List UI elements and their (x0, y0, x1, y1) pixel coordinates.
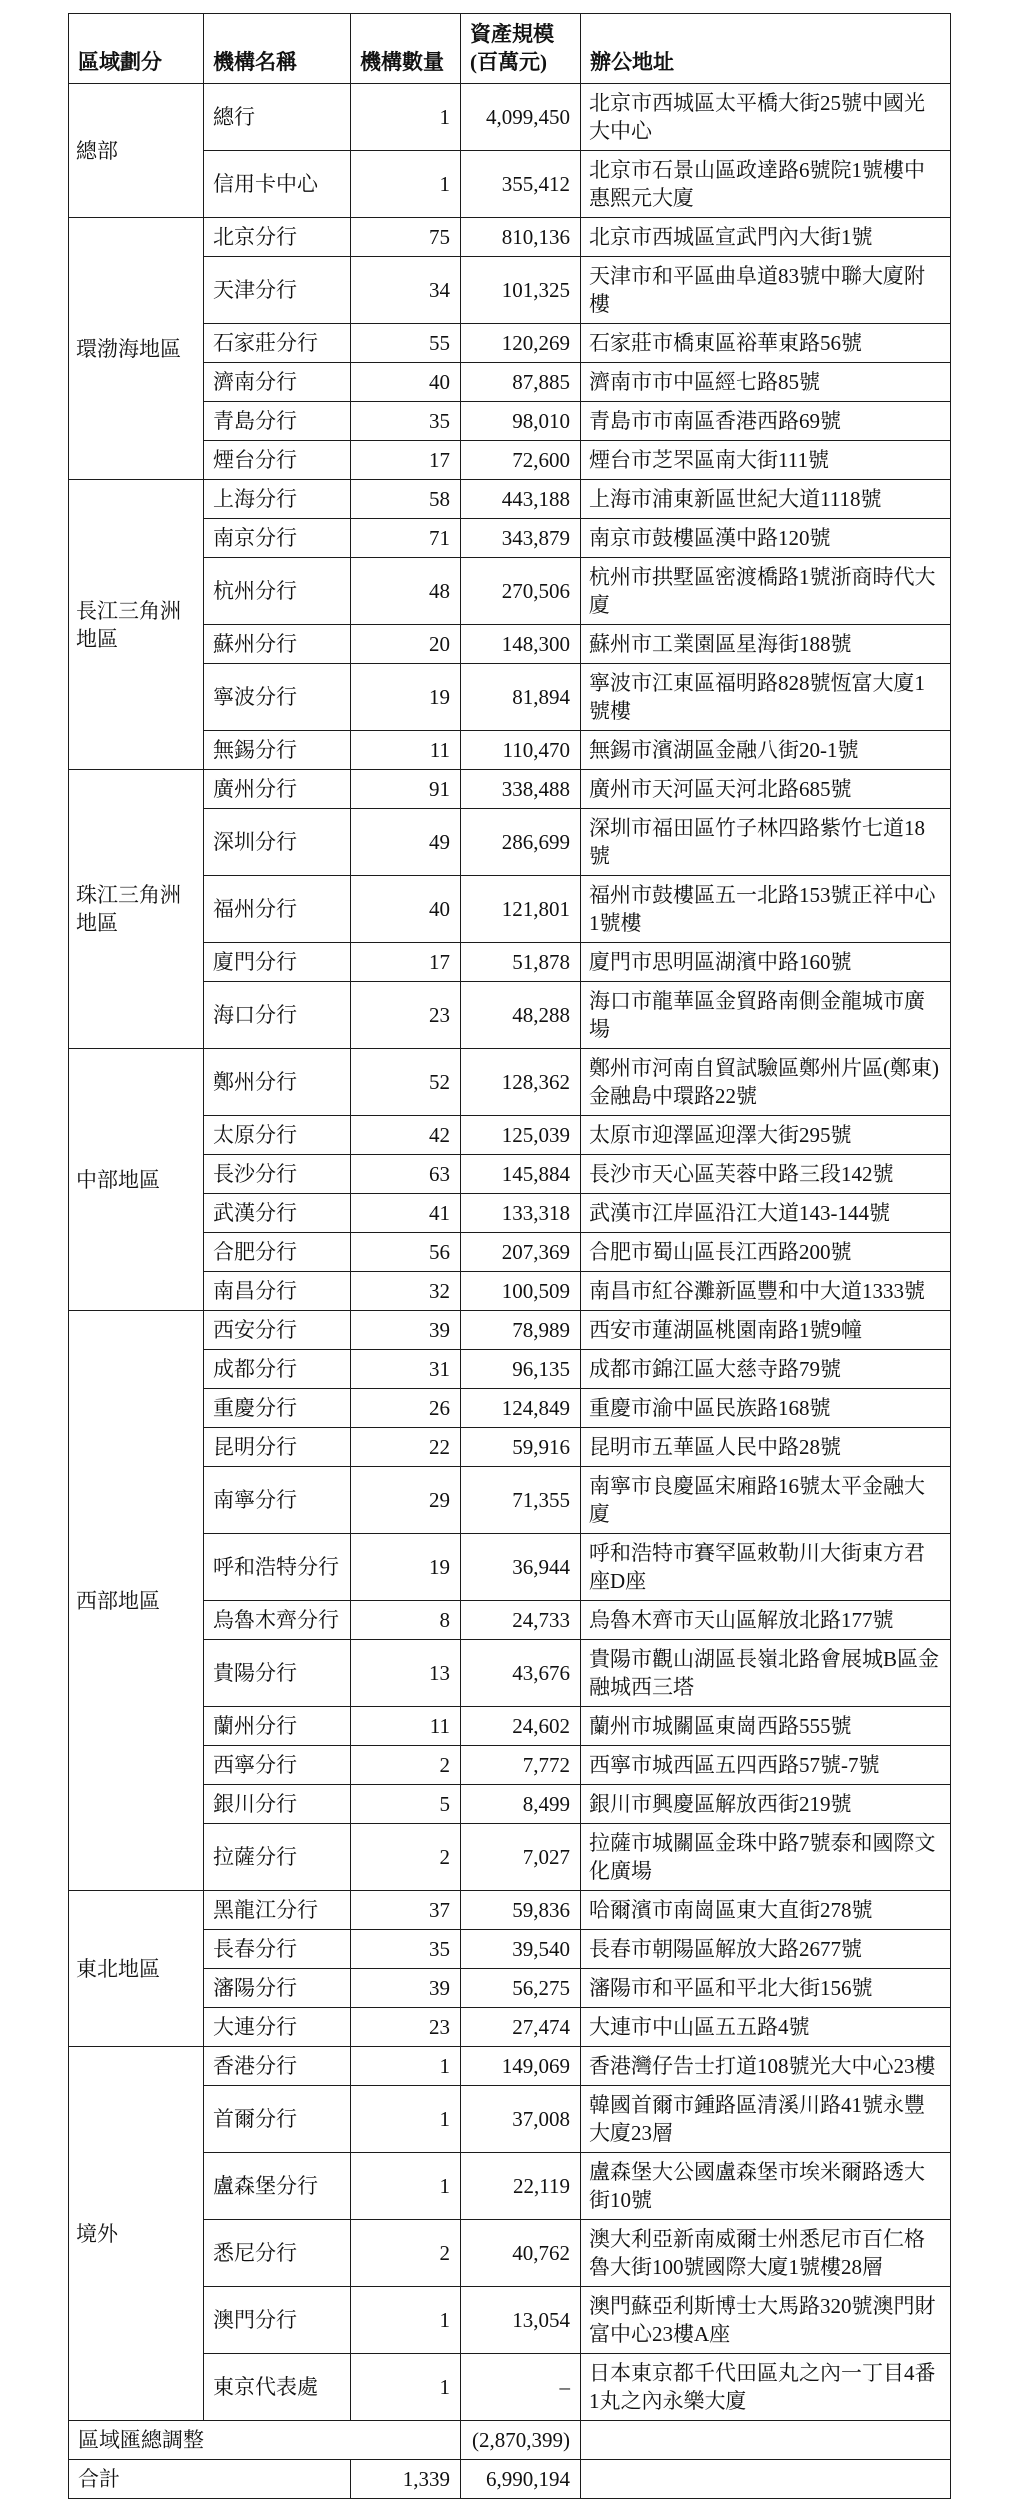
count-cell: 1 (351, 2047, 461, 2086)
address-cell: 北京市石景山區政達路6號院1號樓中惠熙元大廈 (581, 151, 951, 218)
address-cell: 澳大利亞新南威爾士州悉尼市百仁格魯大街100號國際大廈1號樓28層 (581, 2220, 951, 2287)
total-address-cell (581, 2460, 951, 2499)
address-cell: 杭州市拱墅區密渡橋路1號浙商時代大廈 (581, 558, 951, 625)
address-cell: 深圳市福田區竹子林四路紫竹七道18號 (581, 809, 951, 876)
address-cell: 香港灣仔告士打道108號光大中心23樓 (581, 2047, 951, 2086)
name-cell: 黑龍江分行 (204, 1891, 351, 1930)
address-cell: 南京市鼓樓區漢中路120號 (581, 519, 951, 558)
name-cell: 廈門分行 (204, 943, 351, 982)
name-cell: 盧森堡分行 (204, 2153, 351, 2220)
assets-cell: 48,288 (461, 982, 581, 1049)
region-cell: 境外 (69, 2047, 204, 2421)
count-cell: 2 (351, 1824, 461, 1891)
count-cell: 26 (351, 1389, 461, 1428)
address-cell: 銀川市興慶區解放西街219號 (581, 1785, 951, 1824)
assets-cell: 40,762 (461, 2220, 581, 2287)
count-cell: 71 (351, 519, 461, 558)
address-cell: 青島市市南區香港西路69號 (581, 402, 951, 441)
name-cell: 福州分行 (204, 876, 351, 943)
assets-cell: 8,499 (461, 1785, 581, 1824)
col-header-assets (461, 14, 581, 84)
assets-cell: 24,733 (461, 1601, 581, 1640)
address-cell: 南昌市紅谷灘新區豐和中大道1333號 (581, 1272, 951, 1311)
count-cell: 19 (351, 664, 461, 731)
name-cell: 長春分行 (204, 1930, 351, 1969)
name-cell: 瀋陽分行 (204, 1969, 351, 2008)
assets-cell: 343,879 (461, 519, 581, 558)
name-cell: 貴陽分行 (204, 1640, 351, 1707)
count-cell: 1 (351, 2354, 461, 2421)
count-cell: 32 (351, 1272, 461, 1311)
assets-cell: 13,054 (461, 2287, 581, 2354)
region-cell: 珠江三角洲地區 (69, 770, 204, 1049)
name-cell: 濟南分行 (204, 363, 351, 402)
adjustment-row (69, 2421, 951, 2460)
col-header-count: 機構數量 (351, 14, 461, 84)
count-cell: 23 (351, 982, 461, 1049)
assets-cell: 810,136 (461, 218, 581, 257)
adjustment-label-cell: 區域匯總調整 (69, 2421, 461, 2460)
name-cell: 上海分行 (204, 480, 351, 519)
count-cell: 55 (351, 324, 461, 363)
assets-cell: 145,884 (461, 1155, 581, 1194)
count-cell: 35 (351, 1930, 461, 1969)
address-cell: 盧森堡大公國盧森堡市埃米爾路透大街10號 (581, 2153, 951, 2220)
assets-cell: 100,509 (461, 1272, 581, 1311)
count-cell: 42 (351, 1116, 461, 1155)
region-cell: 中部地區 (69, 1049, 204, 1311)
branch-network-table (68, 13, 951, 2499)
count-cell: 29 (351, 1467, 461, 1534)
assets-cell: 81,894 (461, 664, 581, 731)
name-cell: 昆明分行 (204, 1428, 351, 1467)
count-cell: 1 (351, 84, 461, 151)
count-cell: 23 (351, 2008, 461, 2047)
name-cell: 鄭州分行 (204, 1049, 351, 1116)
count-cell: 39 (351, 1969, 461, 2008)
branch-row (69, 1891, 951, 1930)
address-cell: 廈門市思明區湖濱中路160號 (581, 943, 951, 982)
assets-cell: – (461, 2354, 581, 2421)
address-cell: 蘭州市城關區東崗西路555號 (581, 1707, 951, 1746)
address-cell: 呼和浩特市賽罕區敕勒川大街東方君座D座 (581, 1534, 951, 1601)
count-cell: 40 (351, 876, 461, 943)
assets-cell: 133,318 (461, 1194, 581, 1233)
count-cell: 52 (351, 1049, 461, 1116)
branch-row (69, 218, 951, 257)
address-cell: 韓國首爾市鍾路區清溪川路41號永豐大廈23層 (581, 2086, 951, 2153)
name-cell: 大連分行 (204, 2008, 351, 2047)
count-cell: 17 (351, 441, 461, 480)
total-count-cell: 1,339 (351, 2460, 461, 2499)
name-cell: 武漢分行 (204, 1194, 351, 1233)
assets-cell: 37,008 (461, 2086, 581, 2153)
assets-cell: 120,269 (461, 324, 581, 363)
col-header-name: 機構名稱 (204, 14, 351, 84)
branch-row (69, 480, 951, 519)
address-cell: 澳門蘇亞利斯博士大馬路320號澳門財富中心23樓A座 (581, 2287, 951, 2354)
adjustment-assets-cell: (2,870,399) (461, 2421, 581, 2460)
total-label-cell: 合計 (69, 2460, 351, 2499)
count-cell: 35 (351, 402, 461, 441)
assets-cell: 128,362 (461, 1049, 581, 1116)
assets-cell: 22,119 (461, 2153, 581, 2220)
assets-cell: 286,699 (461, 809, 581, 876)
adjustment-address-cell (581, 2421, 951, 2460)
address-cell: 西寧市城西區五四西路57號-7號 (581, 1746, 951, 1785)
assets-cell: 148,300 (461, 625, 581, 664)
name-cell: 信用卡中心 (204, 151, 351, 218)
count-cell: 1 (351, 2287, 461, 2354)
assets-cell: 355,412 (461, 151, 581, 218)
name-cell: 合肥分行 (204, 1233, 351, 1272)
count-cell: 22 (351, 1428, 461, 1467)
region-cell: 總部 (69, 84, 204, 218)
name-cell: 寧波分行 (204, 664, 351, 731)
count-cell: 58 (351, 480, 461, 519)
address-cell: 武漢市江岸區沿江大道143-144號 (581, 1194, 951, 1233)
address-cell: 哈爾濱市南崗區東大直街278號 (581, 1891, 951, 1930)
count-cell: 5 (351, 1785, 461, 1824)
branch-row (69, 1049, 951, 1116)
address-cell: 瀋陽市和平區和平北大街156號 (581, 1969, 951, 2008)
address-cell: 昆明市五華區人民中路28號 (581, 1428, 951, 1467)
assets-cell: 27,474 (461, 2008, 581, 2047)
name-cell: 總行 (204, 84, 351, 151)
address-cell: 福州市鼓樓區五一北路153號正祥中心1號樓 (581, 876, 951, 943)
count-cell: 17 (351, 943, 461, 982)
count-cell: 49 (351, 809, 461, 876)
name-cell: 深圳分行 (204, 809, 351, 876)
count-cell: 75 (351, 218, 461, 257)
branch-row (69, 1311, 951, 1350)
assets-cell: 4,099,450 (461, 84, 581, 151)
assets-cell: 78,989 (461, 1311, 581, 1350)
count-cell: 39 (351, 1311, 461, 1350)
assets-cell: 7,772 (461, 1746, 581, 1785)
address-cell: 烏魯木齊市天山區解放北路177號 (581, 1601, 951, 1640)
branch-row (69, 84, 951, 151)
total-assets-cell: 6,990,194 (461, 2460, 581, 2499)
col-header-assets-line1: 資產規模 (470, 22, 554, 46)
name-cell: 煙台分行 (204, 441, 351, 480)
assets-cell: 87,885 (461, 363, 581, 402)
name-cell: 天津分行 (204, 257, 351, 324)
name-cell: 拉薩分行 (204, 1824, 351, 1891)
address-cell: 海口市龍華區金貿路南側金龍城市廣場 (581, 982, 951, 1049)
name-cell: 銀川分行 (204, 1785, 351, 1824)
region-cell: 長江三角洲地區 (69, 480, 204, 770)
name-cell: 長沙分行 (204, 1155, 351, 1194)
assets-cell: 59,836 (461, 1891, 581, 1930)
address-cell: 廣州市天河區天河北路685號 (581, 770, 951, 809)
address-cell: 南寧市良慶區宋廂路16號太平金融大廈 (581, 1467, 951, 1534)
address-cell: 寧波市江東區福明路828號恆富大廈1號樓 (581, 664, 951, 731)
address-cell: 貴陽市觀山湖區長嶺北路會展城B區金融城西三塔 (581, 1640, 951, 1707)
name-cell: 廣州分行 (204, 770, 351, 809)
assets-cell: 270,506 (461, 558, 581, 625)
region-cell: 東北地區 (69, 1891, 204, 2047)
assets-cell: 98,010 (461, 402, 581, 441)
assets-cell: 338,488 (461, 770, 581, 809)
assets-cell: 207,369 (461, 1233, 581, 1272)
name-cell: 太原分行 (204, 1116, 351, 1155)
col-header-address: 辦公地址 (581, 14, 951, 84)
name-cell: 北京分行 (204, 218, 351, 257)
region-cell: 西部地區 (69, 1311, 204, 1891)
name-cell: 西安分行 (204, 1311, 351, 1350)
count-cell: 20 (351, 625, 461, 664)
address-cell: 蘇州市工業園區星海街188號 (581, 625, 951, 664)
assets-cell: 121,801 (461, 876, 581, 943)
assets-cell: 71,355 (461, 1467, 581, 1534)
name-cell: 青島分行 (204, 402, 351, 441)
name-cell: 石家莊分行 (204, 324, 351, 363)
count-cell: 48 (351, 558, 461, 625)
name-cell: 首爾分行 (204, 2086, 351, 2153)
address-cell: 北京市西城區宣武門內大街1號 (581, 218, 951, 257)
name-cell: 蘭州分行 (204, 1707, 351, 1746)
count-cell: 13 (351, 1640, 461, 1707)
count-cell: 1 (351, 2086, 461, 2153)
count-cell: 2 (351, 1746, 461, 1785)
address-cell: 太原市迎澤區迎澤大街295號 (581, 1116, 951, 1155)
assets-cell: 443,188 (461, 480, 581, 519)
col-header-region: 區域劃分 (69, 14, 204, 84)
header-row (69, 14, 951, 84)
address-cell: 上海市浦東新區世紀大道1118號 (581, 480, 951, 519)
name-cell: 香港分行 (204, 2047, 351, 2086)
assets-cell: 24,602 (461, 1707, 581, 1746)
assets-cell: 56,275 (461, 1969, 581, 2008)
name-cell: 海口分行 (204, 982, 351, 1049)
name-cell: 南京分行 (204, 519, 351, 558)
assets-cell: 36,944 (461, 1534, 581, 1601)
name-cell: 呼和浩特分行 (204, 1534, 351, 1601)
assets-cell: 124,849 (461, 1389, 581, 1428)
assets-cell: 59,916 (461, 1428, 581, 1467)
count-cell: 1 (351, 151, 461, 218)
address-cell: 鄭州市河南自貿試驗區鄭州片區(鄭東)金融島中環路22號 (581, 1049, 951, 1116)
address-cell: 石家莊市橋東區裕華東路56號 (581, 324, 951, 363)
count-cell: 8 (351, 1601, 461, 1640)
col-header-assets-line2: (百萬元) (470, 50, 547, 74)
name-cell: 烏魯木齊分行 (204, 1601, 351, 1640)
count-cell: 11 (351, 731, 461, 770)
count-cell: 19 (351, 1534, 461, 1601)
address-cell: 北京市西城區太平橋大街25號中國光大中心 (581, 84, 951, 151)
address-cell: 煙台市芝罘區南大街111號 (581, 441, 951, 480)
address-cell: 拉薩市城關區金珠中路7號泰和國際文化廣場 (581, 1824, 951, 1891)
count-cell: 1 (351, 2153, 461, 2220)
total-row (69, 2460, 951, 2499)
name-cell: 澳門分行 (204, 2287, 351, 2354)
name-cell: 重慶分行 (204, 1389, 351, 1428)
name-cell: 東京代表處 (204, 2354, 351, 2421)
address-cell: 無錫市濱湖區金融八街20-1號 (581, 731, 951, 770)
address-cell: 天津市和平區曲阜道83號中聯大廈附樓 (581, 257, 951, 324)
count-cell: 63 (351, 1155, 461, 1194)
address-cell: 西安市蓮湖區桃園南路1號9幢 (581, 1311, 951, 1350)
count-cell: 41 (351, 1194, 461, 1233)
assets-cell: 101,325 (461, 257, 581, 324)
assets-cell: 149,069 (461, 2047, 581, 2086)
address-cell: 大連市中山區五五路4號 (581, 2008, 951, 2047)
count-cell: 31 (351, 1350, 461, 1389)
address-cell: 重慶市渝中區民族路168號 (581, 1389, 951, 1428)
count-cell: 56 (351, 1233, 461, 1272)
assets-cell: 125,039 (461, 1116, 581, 1155)
count-cell: 11 (351, 1707, 461, 1746)
address-cell: 合肥市蜀山區長江西路200號 (581, 1233, 951, 1272)
assets-cell: 96,135 (461, 1350, 581, 1389)
name-cell: 南昌分行 (204, 1272, 351, 1311)
count-cell: 37 (351, 1891, 461, 1930)
count-cell: 2 (351, 2220, 461, 2287)
name-cell: 南寧分行 (204, 1467, 351, 1534)
name-cell: 無錫分行 (204, 731, 351, 770)
name-cell: 杭州分行 (204, 558, 351, 625)
address-cell: 濟南市市中區經七路85號 (581, 363, 951, 402)
name-cell: 悉尼分行 (204, 2220, 351, 2287)
assets-cell: 39,540 (461, 1930, 581, 1969)
assets-cell: 43,676 (461, 1640, 581, 1707)
assets-cell: 72,600 (461, 441, 581, 480)
address-cell: 成都市錦江區大慈寺路79號 (581, 1350, 951, 1389)
assets-cell: 51,878 (461, 943, 581, 982)
branch-rows-body (69, 84, 951, 2421)
branch-row (69, 770, 951, 809)
count-cell: 34 (351, 257, 461, 324)
assets-cell: 7,027 (461, 1824, 581, 1891)
name-cell: 成都分行 (204, 1350, 351, 1389)
name-cell: 蘇州分行 (204, 625, 351, 664)
assets-cell: 110,470 (461, 731, 581, 770)
count-cell: 91 (351, 770, 461, 809)
address-cell: 日本東京都千代田區丸之內一丁目4番1丸之內永樂大廈 (581, 2354, 951, 2421)
count-cell: 40 (351, 363, 461, 402)
address-cell: 長春市朝陽區解放大路2677號 (581, 1930, 951, 1969)
region-cell: 環渤海地區 (69, 218, 204, 480)
branch-row (69, 2047, 951, 2086)
address-cell: 長沙市天心區芙蓉中路三段142號 (581, 1155, 951, 1194)
name-cell: 西寧分行 (204, 1746, 351, 1785)
